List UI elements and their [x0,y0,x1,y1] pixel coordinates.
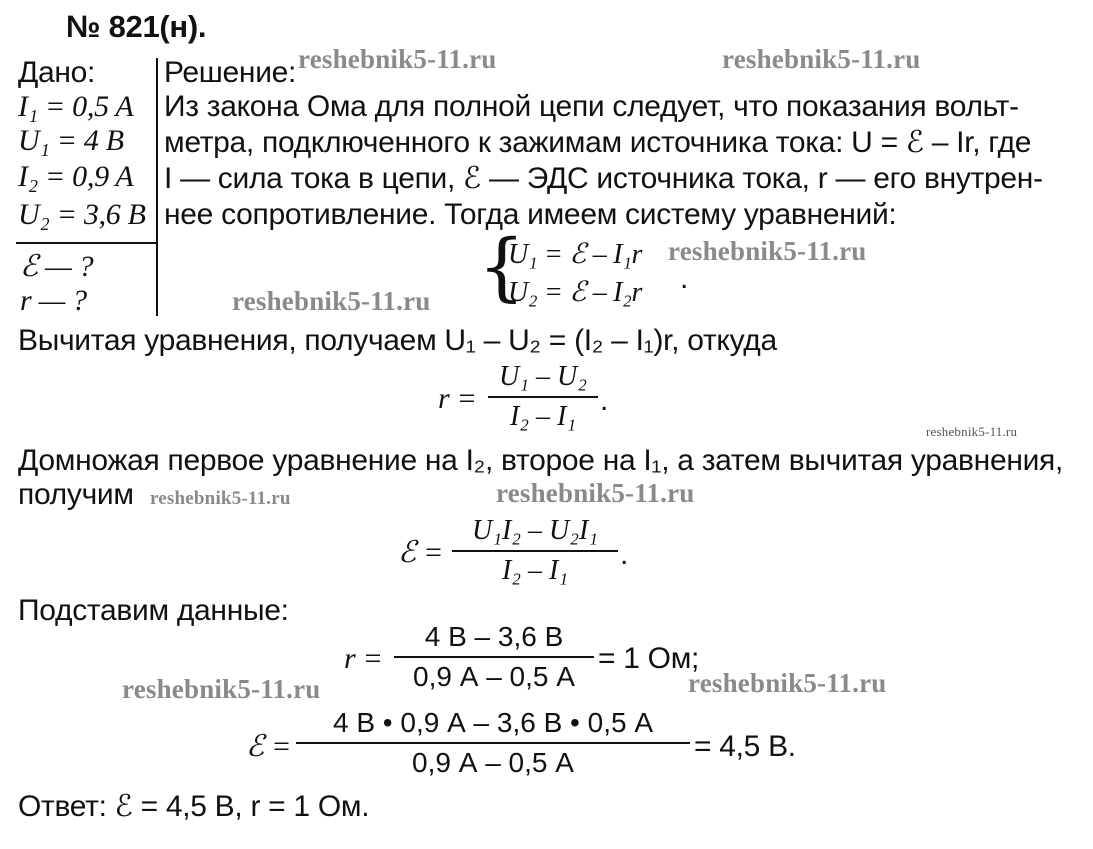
emf-calc-lhs: ℰ = [246,730,292,763]
r-formula-bar [488,396,598,398]
r-calc-lhs: r = [344,642,383,675]
given-divider [156,58,158,316]
r-formula-fraction [488,360,598,434]
problem-number: № 821(н). [66,9,207,44]
paragraph-line-1: Из закона Ома для полной цепи следует, что показания вольт- [164,90,1019,123]
r-formula-lhs: r = [438,382,477,415]
answer-line: Ответ: ℰ = 4,5 В, r = 1 Ом. [18,790,370,823]
multiply-line-2: получим [18,478,134,511]
paragraph-line-4: нее сопротивление. Тогда имеем систему уравнений: [164,198,897,231]
r-formula-end: . [600,384,609,417]
watermark: reshebnik5-11.ru [232,286,431,316]
given-item-i2: I₂ = 0,9 A [18,160,134,193]
multiply-line-1: Домножая первое уравнение на I₂, второе на I₁, а затем вычитая уравнения, [18,444,1064,477]
unknown-emf: ℰ — ? [20,250,94,283]
watermark: reshebnik5-11.ru [668,236,867,266]
watermark: reshebnik5-11.ru [122,674,321,704]
watermark: reshebnik5-11.ru [688,668,887,698]
given-separator [16,242,158,244]
watermark: reshebnik5-11.ru [722,44,921,74]
given-label: Дано: [18,56,96,89]
solution-label: Решение: [164,56,297,89]
emf-calc-numerator: 4 В • 0,9 А – 3,6 В • 0,5 А [332,707,654,738]
emf-formula-numerator: U₁I₂ – U₂I₁ [471,515,599,546]
emf-formula-bar [452,550,618,552]
emf-formula-fraction [452,514,618,588]
r-formula-denominator: I₂ – I₁ [509,401,577,432]
given-item-u1: U₁ = 4 B [18,124,124,157]
unknown-r: r — ? [20,284,87,317]
emf-formula-denominator: I₂ – I₁ [501,555,569,586]
watermark: reshebnik5-11.ru [150,488,291,509]
emf-calc-result: = 4,5 В. [694,730,796,763]
r-calc-fraction [394,620,594,694]
paragraph-line-2: метра, подключенного к зажимам источника тока: U = ℰ – Ir, где [164,126,1032,159]
r-calc-numerator: 4 В – 3,6 В [424,621,564,652]
watermark: reshebnik5-11.ru [496,478,695,508]
r-calc-denominator: 0,9 А – 0,5 А [413,661,575,692]
system-brace: { [478,224,526,310]
paragraph-line-3: I — сила тока в цепи, ℰ — ЭДС источника тока, r — его внутрен- [164,162,1043,195]
emf-formula-lhs: ℰ = [398,536,444,569]
system-eq-2: U₂ = ℰ – I₂r [508,277,643,308]
system-eq-1: U₁ = ℰ – I₁r [508,239,643,270]
substitute-label: Подставим данные: [18,594,289,627]
r-calc-bar [394,656,594,658]
emf-calc-bar [296,742,690,744]
r-formula-numerator: U₁ – U₂ [499,361,587,392]
given-item-i1: I₁ = 0,5 A [18,90,134,123]
emf-calc-denominator: 0,9 А – 0,5 А [412,747,574,778]
given-item-u2: U₂ = 3,6 B [18,198,146,231]
system-end: . [680,262,689,295]
emf-formula-end: . [620,538,629,571]
r-calc-result: = 1 Ом; [598,642,700,675]
watermark: reshebnik5-11.ru [298,44,497,74]
emf-calc-fraction [296,706,690,780]
subtract-line: Вычитая уравнения, получаем U₁ – U₂ = (I₂ – I₁)r, откуда [18,324,777,357]
watermark: reshebnik5-11.ru [926,424,1018,439]
